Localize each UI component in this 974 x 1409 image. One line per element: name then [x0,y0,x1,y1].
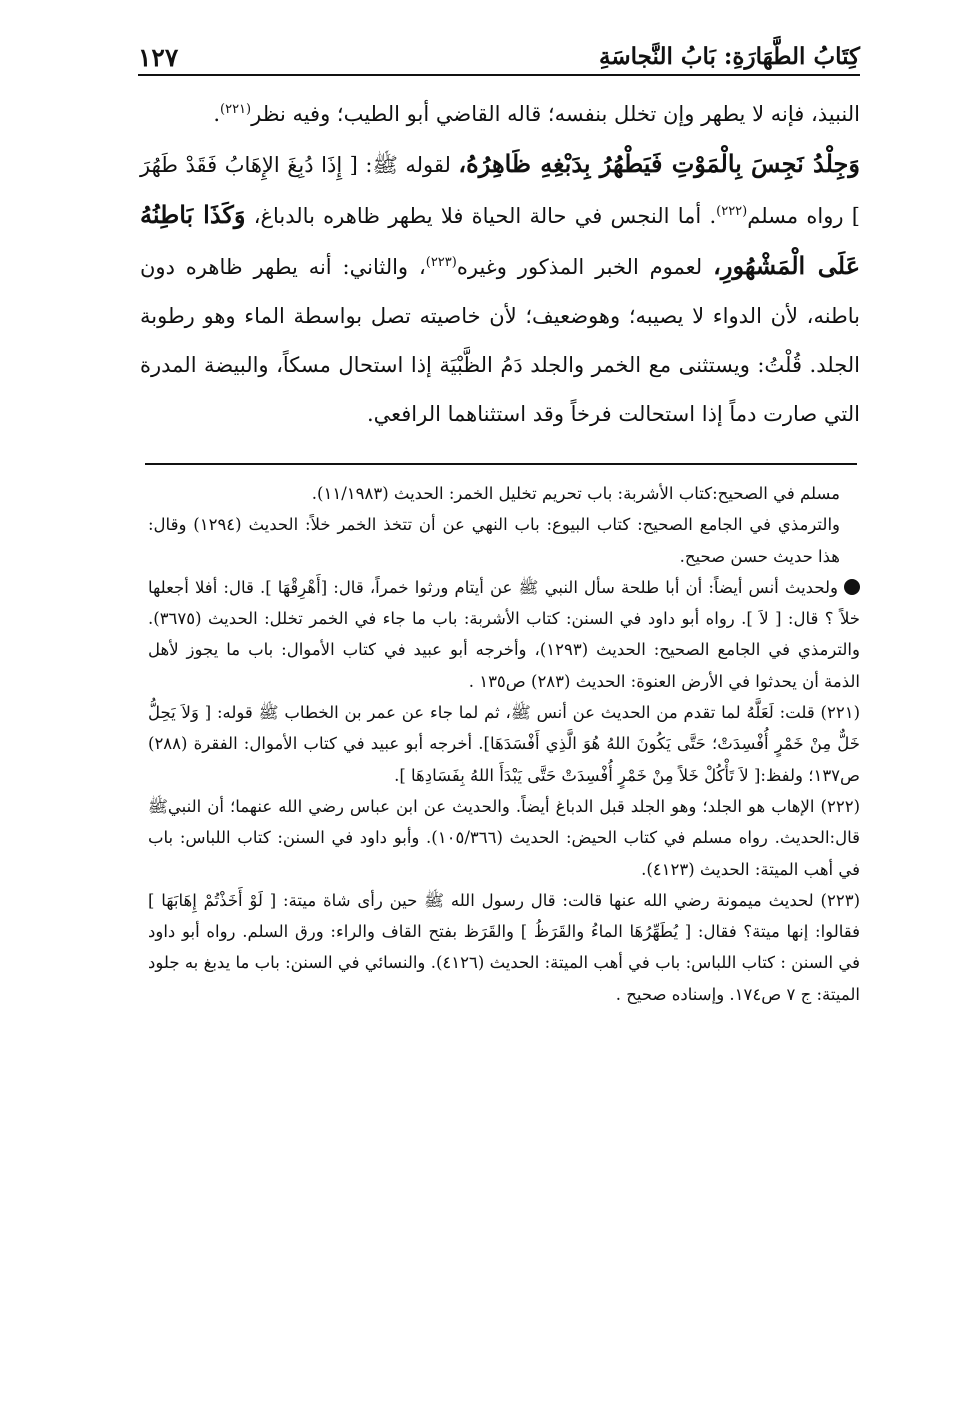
footnote-continuation: والترمذي في الجامع الصحيح: كتاب البيوع: باب النهي عن أن تتخذ الخمر خلاً: الحديث (١٢٩٤) وقال: هذا حديث حسن صحيح. [148,515,840,566]
text-segment: ، والثاني: أنه يطهر ظاهره دون باطنه، لأن الدواء لا يصيبه؛ وهوضعيف؛ لأن خاصيته تصل بواسطة الماء وهو رطوبة الجلد. قُلْتُ: ويستثنى مع الخمر والجلد دَمُ الظَّبْيَة إذا استحال مسكاً، والبيضة المدرة التي صارت دماً إذا استحالت فرخاً وقد استثناهما الرافعي. [140,255,860,426]
main-paragraph: النبيذ، فإنه لا يطهر وإن تخلل بنفسه؛ قاله القاضي أبو الطيب؛ وفيه نظر$^{(٢٢١)}$. [213,102,860,126]
matn-text: وَكَذَا بَاطِنُهُ عَلَى الْمَشْهُورِ، [140,200,861,280]
text-segment: . أما النجس في حالة الحياة فلا يطهر ظاهره بالدباغ، [245,204,717,228]
footnote-221: (٢٢١) قلت: لَعَلَّهُ لما تقدم من الحديث عن أنس ﷺ، ثم لما جاء عن عمر بن الخطاب ﷺ قوله: [ وَلاَ يَحِلُّ خَلٌّ مِنْ خَمْرٍ أُفْسِدَتْ؛ حَتَّى يَكُونَ اللهُ هُوَ الَّذِي أَفْسَدَهَا]. أخرجه أبو عبيد في كتاب الأموال: الفقرة (٢٨٨) ص١٣٧؛ ولفظ:[ لاَ تَأْكُلْ خَلاً مِنْ خَمْرٍ أُفْسِدَتْ حَتَّى يَبْدَأَ اللهُ بِفَسَادِهَا ]. [148,703,860,785]
footnote-ref-222: (٢٢٢) [716,204,748,219]
footnote-ref-223: (٢٢٣) [425,255,457,270]
footnotes-section [148,478,860,1010]
running-title: كِتَابُ الطَّهَارَةِ: بَابُ النَّجاسَةِ [599,43,860,70]
matn-text: وَجِلْدُ نَجِسَ بِالْمَوْتِ فَيَطْهُرُ بِدَبْغِهِ ظَاهِرُهُ، [458,149,860,178]
main-text [140,90,860,439]
text-segment: النبيذ، فإنه لا يطهر وإن تخلل بنفسه؛ قاله القاضي أبو الطيب؛ وفيه نظر [251,102,860,126]
footnote-divider [145,463,857,465]
text-segment: لعموم الخبر المذكور وغيره [456,255,714,279]
page-header [138,30,860,76]
footnote-ref-221: (٢٢١) [220,102,252,117]
text-segment: لقوله ﷺ: [ إِذَا دُبِغَ الإِهَابُ فَقَدْ طَهُرَ ] رواه مسلم [140,153,861,228]
bullet-marker-icon [844,579,860,595]
footnote-continuation: مسلم في الصحيح:كتاب الأشربة: باب تحريم تخليل الخمر: الحديث (١١/١٩٨٣). [311,484,840,503]
main-paragraph [140,139,860,439]
footnote-text: ولحديث أنس أيضاً: أن أبا طلحة سأل النبي ﷺ عن أيتام ورثوا خمراً، قال: [أَهْرِقْهَا ]. قال: أفلا أجعلها خلاً ؟ قال: [ لاَ ]. رواه أبو داود في السنن: كتاب الأشربة: باب ما جاء في الخمر تخلل: الحديث (٣٦٧٥). والترمذي في الجامع الصحيح: الحديث (١٢٩٣)، وأخرجه أبو عبيد في كتاب الأموال: باب ما يجوز لأهل الذمة أن يحدثوا في الأرض العنوة: الحديث (٢٨٣) ص١٣٥ . [148,577,860,691]
footnote-marker-note [148,572,860,697]
footnote-223: (٢٢٣) لحديث ميمونة رضي الله عنها قالت: قال رسول الله ﷺ حين رأى شاة ميتة: [ لَوْ أَخَذْتُمْ إِهَابَهَا ] فقالوا: إنها ميتة؟ فقال: [ يُطَهِّرُهَا الماءُ والقَرَظُ ] والقَرَظ بفتح القاف والراء: ورق السلم. رواه أبو داود في السنن : كتاب اللباس: باب في أهب الميتة: الحديث (٤١٢٦). والنسائي في السنن: باب ما يدبغ به جلود الميتة: ج ٧ ص١٧٤. وإسناده صحيح . [148,890,860,1004]
footnote-222: (٢٢٢) الإهاب هو الجلد؛ وهو الجلد قبل الدباغ أيضاً. والحديث عن ابن عباس رضي الله عنهما؛ أن النبيﷺ قال:الحديث. رواه مسلم في كتاب الحيض: الحديث (١٠٥/٣٦٦). وأبو داود في السنن: كتاب اللباس: باب في أهب الميتة: الحديث (٤١٢٣). [148,796,860,879]
page-number: ١٢٧ [138,43,179,72]
